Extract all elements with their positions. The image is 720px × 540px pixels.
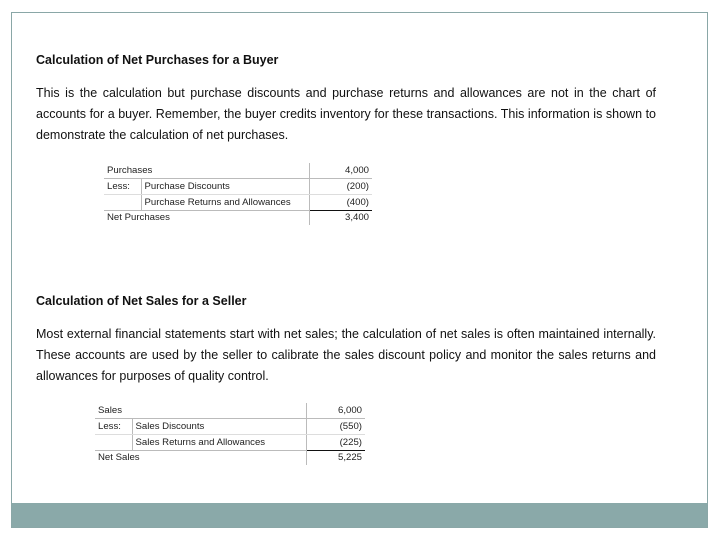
table-row	[95, 403, 365, 419]
row-label: Less:	[95, 419, 132, 435]
row-value: (550)	[306, 419, 365, 435]
row-value: (400)	[309, 195, 372, 211]
table-row	[104, 179, 372, 195]
table-row	[95, 435, 365, 451]
seller-paragraph: Most external financial statements start with net sales; the calculation of net sales is often maintained internally. These accounts are used by the seller to calibrate the sales discount policy and monitor the sales returns and allowances for purposes of quality control.	[36, 327, 656, 383]
total-row	[95, 451, 365, 466]
row-sublabel: Purchase Returns and Allowances	[141, 195, 309, 211]
total-row	[104, 211, 372, 226]
row-value: 4,000	[309, 163, 372, 179]
slide	[11, 12, 708, 528]
total-label: Net Sales	[95, 451, 306, 466]
total-label: Net Purchases	[104, 211, 309, 226]
row-value: (225)	[306, 435, 365, 451]
table-row	[104, 195, 372, 211]
row-value: (200)	[309, 179, 372, 195]
total-value: 5,225	[337, 452, 362, 463]
net-sales-table-wrap	[95, 403, 365, 465]
net-sales-table	[95, 403, 365, 465]
row-sublabel: Purchase Discounts	[141, 179, 309, 195]
table-row	[104, 163, 372, 179]
buyer-heading: Calculation of Net Purchases for a Buyer	[36, 53, 279, 67]
net-purchases-table-wrap	[104, 163, 372, 225]
seller-heading: Calculation of Net Sales for a Seller	[36, 294, 247, 308]
buyer-paragraph: This is the calculation but purchase discounts and purchase returns and allowances are not in the chart of accounts for a buyer. Remember, the buyer credits inventory for these transactions. This information is shown to demonstrate the calculation of net purchases.	[36, 86, 656, 142]
row-sublabel: Sales Returns and Allowances	[132, 435, 306, 451]
table-row	[95, 419, 365, 435]
row-label: Sales	[95, 403, 306, 419]
row-label: Purchases	[104, 163, 309, 179]
row-label	[104, 195, 141, 211]
row-label	[95, 435, 132, 451]
net-purchases-table	[104, 163, 372, 225]
footer-bar	[12, 503, 707, 527]
row-value: 6,000	[306, 403, 365, 419]
row-label: Less:	[104, 179, 141, 195]
row-sublabel: Sales Discounts	[132, 419, 306, 435]
total-value: 3,400	[344, 212, 369, 223]
